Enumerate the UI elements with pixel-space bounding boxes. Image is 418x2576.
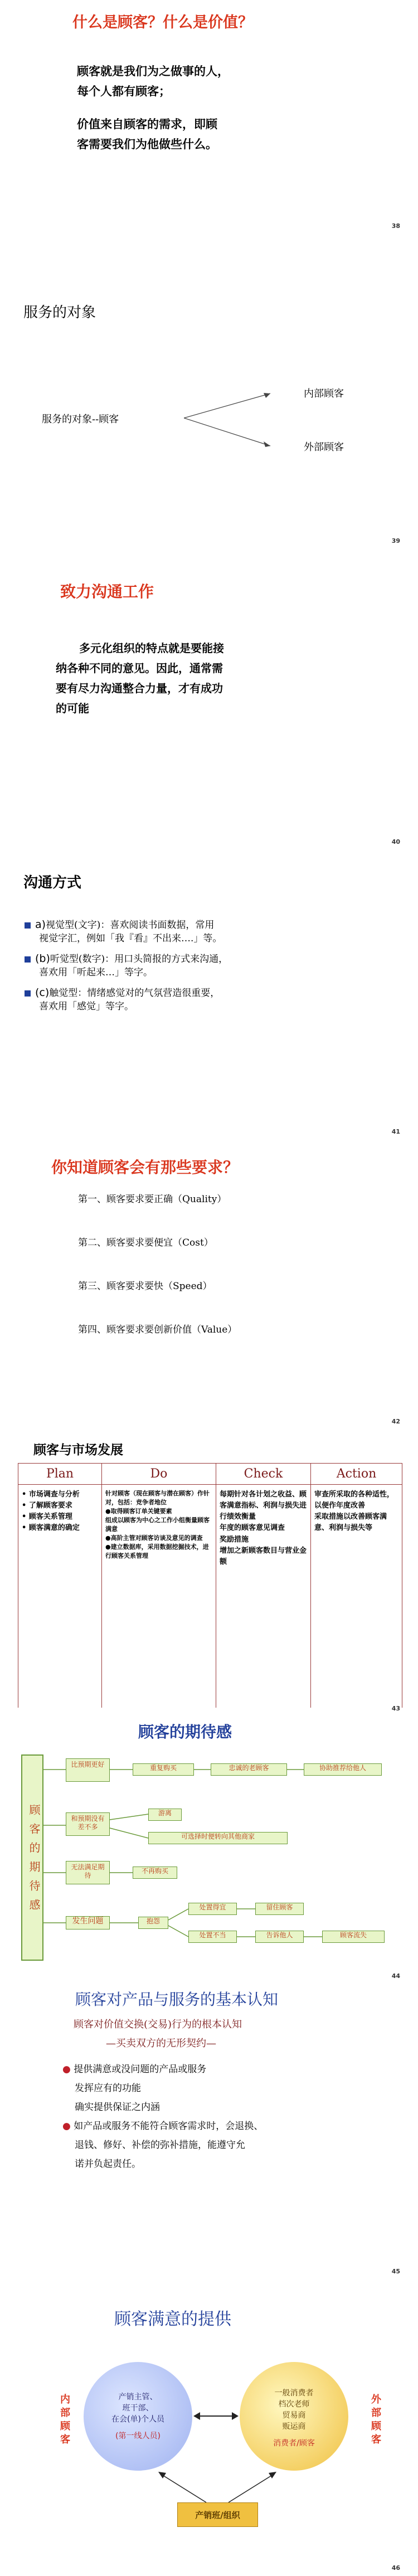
handled-poorly-box: 处置不当	[188, 1931, 237, 1943]
cell-line: 奖励措施	[220, 1535, 249, 1544]
page-number: 40	[391, 838, 400, 845]
item-text: 视觉型(文字)：喜欢阅读书面数据，常用	[46, 920, 215, 931]
plan-cell	[18, 1485, 102, 1708]
slide-45	[0, 1984, 418, 2279]
line: 顾客就是我们为之做事的人，	[77, 65, 229, 78]
item-text-cont: 诺并负起责任。	[75, 2159, 141, 2170]
list-item: 第一、顾客要求要正确（Quality）	[78, 1194, 227, 1205]
header-do: Do	[102, 1464, 216, 1485]
list-item: 第三、顾客要求要快（Speed）	[78, 1281, 212, 1292]
circle-line: 一般消费者	[274, 2389, 314, 2398]
page-number: 38	[391, 222, 400, 230]
unmet-box: 无法满足期待	[66, 1861, 110, 1884]
paragraph	[77, 114, 217, 154]
slide-38	[0, 0, 418, 234]
page-number: 39	[391, 537, 400, 545]
circle-line: 产销主管、	[118, 2393, 158, 2402]
line: 每个人都有顾客；	[77, 85, 171, 98]
handled-well-box: 处置得宜	[188, 1903, 237, 1915]
internal-customer-label: 内部顾客	[59, 2394, 70, 2447]
item-text: 提供满意或没问题的产品或服务	[74, 2064, 207, 2075]
item-key: (b)	[35, 952, 50, 965]
slide-39	[0, 234, 418, 549]
wander-box: 游离	[148, 1809, 182, 1821]
action-cell	[311, 1485, 402, 1708]
page-number: 41	[391, 1128, 400, 1135]
tree-leaf-external: 外部顾客	[304, 441, 344, 453]
circle-line: (第一线人员)	[115, 2432, 161, 2441]
item-text: 触觉型：情绪感觉对的气氛营造很重要，	[49, 988, 220, 999]
subtitle-2: —买卖双方的无形契约—	[106, 2038, 216, 2049]
slide-43	[0, 1430, 418, 1717]
paragraph	[56, 638, 224, 718]
slide-title: 顾客的期待感	[138, 1723, 232, 1741]
item-text-cont: 退钱、修好、补偿的弥补措施，能遵守允	[75, 2140, 245, 2151]
cell-line: 组成以顾客为中心之工作小组衡量顾客满意	[105, 1516, 210, 1533]
item-sub: 确实提供保证之内涵	[75, 2102, 160, 2113]
item-sub: 发挥应有的功能	[75, 2083, 141, 2094]
retain-customer-box: 留住顾客	[255, 1903, 304, 1915]
cell-line: • 了解顾客要求	[22, 1501, 72, 1510]
circle-line: 贸易商	[282, 2411, 306, 2420]
up-arrows	[145, 2466, 290, 2505]
list-item	[25, 952, 228, 979]
expect-better-box: 比预期更好	[66, 1758, 110, 1782]
square-bullet-icon	[25, 990, 31, 997]
line: 多元化组织的特点就是要能接	[79, 641, 224, 655]
slide-title: 你知道顾客会有那些要求？	[51, 1158, 239, 1177]
header-action: Action	[311, 1464, 402, 1485]
tree-connector	[184, 390, 301, 463]
cell-line: • 顾客满意的确定	[22, 1524, 80, 1533]
cell-line: • 顾客关系管理	[22, 1513, 72, 1522]
requirement-list	[78, 1191, 237, 1365]
subtitle: 顾客对价值交换(交易)行为的根本认知	[74, 2019, 242, 2030]
customer-lost-box: 顾客流失	[322, 1931, 385, 1943]
cell-line: • 市场调查与分析	[22, 1490, 80, 1499]
tell-others-box: 告诉他人	[255, 1931, 304, 1943]
line: 要有尽力沟通整合力量，才有成功	[56, 682, 223, 695]
line: 的可能	[56, 702, 89, 715]
circle-line: 档次老师	[278, 2400, 310, 2409]
no-repurchase-box: 不再购买	[133, 1867, 177, 1879]
circle-line: 班干部、	[122, 2404, 154, 2413]
item-key: (c)	[35, 986, 50, 999]
cell-line: 针对顾客（现在顾客与潜在顾客）作针对，包括：竞争者地位	[105, 1490, 210, 1506]
tree-root-label: 服务的对象--顾客	[42, 414, 119, 425]
pdca-table	[18, 1463, 402, 1708]
cell-line: ●建立数据库，采用数据挖掘技术，进行顾客关系管理	[105, 1543, 209, 1559]
slide-44	[0, 1717, 418, 1984]
list-item	[25, 986, 228, 1013]
slide-title: 顾客对产品与服务的基本认知	[75, 1990, 279, 2009]
item-text-cont: 视觉字汇，例如「我『看』不出来….」等。	[39, 933, 222, 944]
cell-line: 审查所采取的各种适性，以便作年度改善	[314, 1490, 395, 1510]
cell-line: 每期针对各计划之收益、顾客满意指标、利润与损失进行绩效衡量	[220, 1490, 307, 1522]
slide-40	[0, 549, 418, 850]
loyal-customer-box: 忠诚的老顾客	[211, 1763, 287, 1776]
problem-box: 发生问题	[66, 1916, 110, 1929]
cell-line: 增加之新顾客数目与营业金额	[220, 1546, 307, 1566]
page-number: 42	[391, 1418, 400, 1425]
item-text: 如产品或服务不能符合顾客需求时，会退换、	[74, 2121, 264, 2132]
slide-title: 顾客满意的提供	[114, 2310, 231, 2329]
circle-line: 在会(单)个人员	[111, 2415, 164, 2424]
page-number: 45	[391, 2268, 400, 2275]
switch-box: 可选择时便转向其他商家	[148, 1832, 288, 1844]
repeat-purchase-box: 重复购买	[133, 1763, 194, 1776]
slide-46	[0, 2279, 418, 2576]
header-check: Check	[216, 1464, 311, 1485]
bullet-list	[25, 918, 228, 1013]
cell-line: 年度的顾客意见调查	[220, 1524, 285, 1533]
item-text: 听觉型(数字)：用口头简报的方式来沟通，	[50, 954, 229, 965]
bullet-list	[62, 2060, 263, 2174]
slide-title: 致力沟通工作	[60, 582, 154, 601]
flow-connectors	[0, 1717, 418, 1984]
page-number: 43	[391, 1705, 400, 1712]
double-arrow	[192, 2405, 240, 2427]
line: 客需要我们为他做些什么。	[77, 138, 217, 151]
external-customer-circle	[240, 2362, 348, 2471]
slide-title: 沟通方式	[23, 874, 82, 891]
cell-line: 采取措施以改善顾客满意、利润与损失等	[314, 1513, 387, 1533]
item-key: a)	[35, 918, 46, 931]
square-bullet-icon	[25, 956, 31, 963]
header-plan: Plan	[18, 1464, 102, 1485]
producer-org-box: 产销班/组织	[177, 2502, 258, 2527]
internal-customer-circle	[84, 2362, 192, 2471]
cell-line: ●高阶主管对顾客访谈及意见的调查	[105, 1534, 203, 1542]
list-item: 第二、顾客要求要便宜（Cost）	[78, 1237, 213, 1248]
circle-line: 贩运商	[282, 2422, 306, 2431]
vertical-side-label: 顾客的期待感	[21, 1754, 43, 1961]
list-item: 第四、顾客要求要创新价值（Value）	[78, 1324, 237, 1335]
complaint-box: 抱怨	[138, 1917, 168, 1929]
check-cell	[216, 1485, 311, 1708]
item-text-cont: 喜欢用「感觉」等字。	[39, 1001, 134, 1012]
page-number: 44	[391, 1972, 400, 1980]
circle-line: 消费者/顾客	[273, 2439, 315, 2448]
item-text-cont: 喜欢用「听起来…」等字。	[39, 967, 153, 978]
list-item	[62, 2117, 263, 2136]
page-number: 46	[391, 2564, 400, 2572]
do-cell	[102, 1485, 216, 1708]
line: 价值来自顾客的需求，即顾	[77, 118, 217, 131]
slide-41	[0, 850, 418, 1140]
paragraph	[77, 61, 229, 101]
dot-bullet-icon: ●	[62, 2121, 74, 2132]
tree-leaf-internal: 内部顾客	[304, 388, 344, 400]
slide-42	[0, 1140, 418, 1430]
slide-title: 什么是顾客？什么是价值？	[72, 14, 253, 31]
as-expected-box: 和预期没有差不多	[66, 1812, 110, 1836]
slide-title: 服务的对象	[23, 304, 96, 321]
recommend-box: 协助推荐给他人	[304, 1763, 382, 1776]
line: 纳各种不同的意见。因此，通常需	[56, 662, 223, 675]
list-item	[62, 2060, 263, 2079]
cell-line: ●取得顾客订单关键要素	[105, 1507, 172, 1515]
slide-title: 顾客与市场发展	[33, 1443, 123, 1457]
list-item	[25, 918, 228, 945]
external-customer-label: 外部顾客	[370, 2394, 381, 2447]
dot-bullet-icon: ●	[62, 2064, 74, 2075]
square-bullet-icon	[25, 922, 31, 929]
